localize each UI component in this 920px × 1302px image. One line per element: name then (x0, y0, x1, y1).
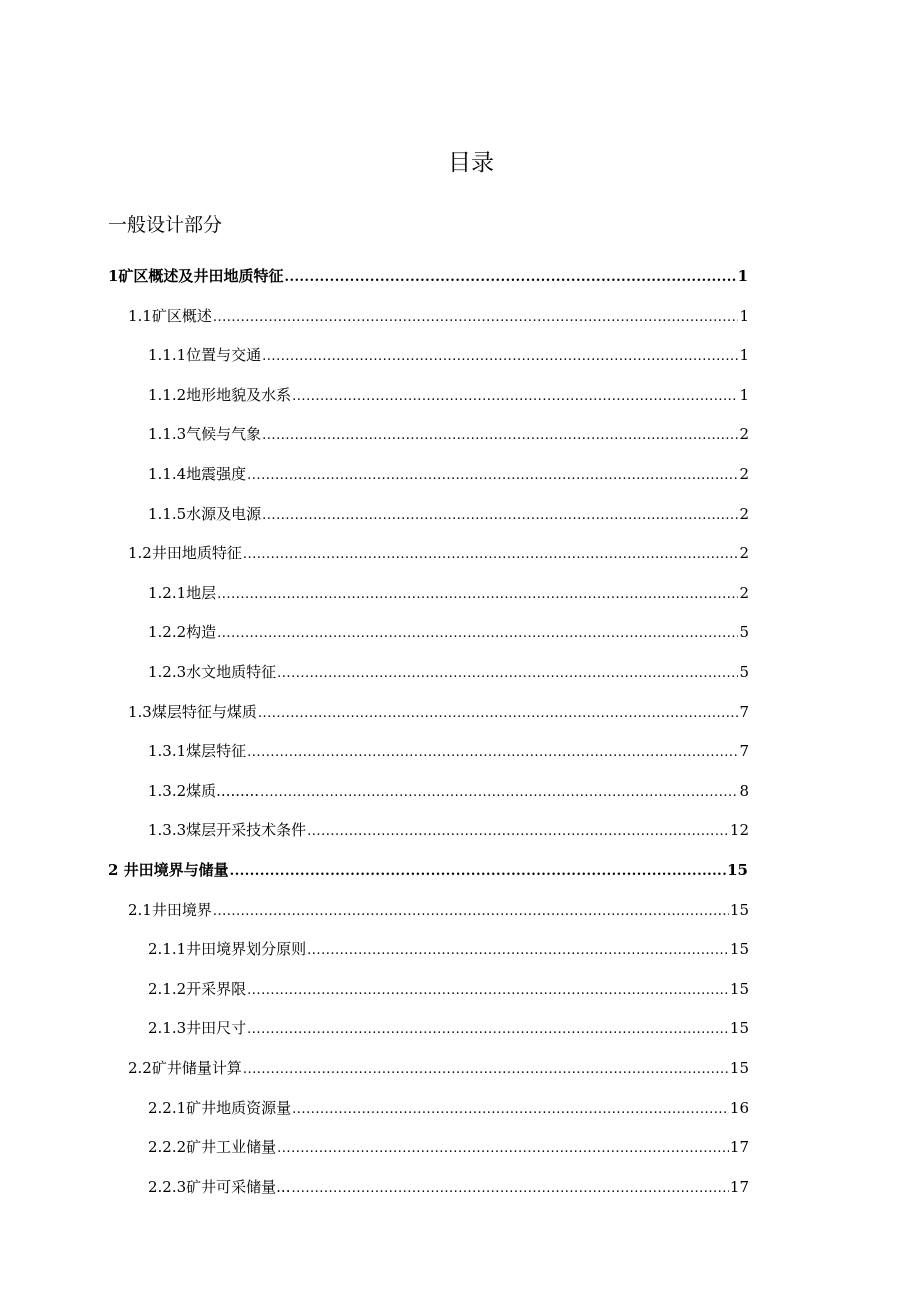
dot-leader (247, 1018, 729, 1042)
toc-entry-label: 2.1井田境界 (128, 901, 212, 919)
toc-entry-page-number: 15 (729, 940, 749, 958)
toc-entry-page-number: 1 (739, 307, 749, 325)
toc-entry-level-3[interactable] (148, 620, 749, 644)
dot-leader (213, 900, 729, 924)
toc-entry-label: 1.1矿区概述 (128, 307, 212, 325)
toc-entry-page-number: 2 (739, 465, 749, 483)
toc-entry-page-number: 1 (739, 386, 749, 404)
toc-entry-label: 1.3煤层特征与煤质 (128, 703, 257, 721)
toc-entry-label: 2.1.2开采界限 (148, 980, 247, 998)
toc-entry-page-number: 15 (729, 980, 749, 998)
toc-entry-level-3[interactable] (148, 937, 749, 961)
dot-leader (262, 424, 738, 448)
toc-entry-level-3[interactable] (148, 383, 749, 407)
toc-entry-level-3[interactable] (148, 818, 749, 842)
dot-leader (230, 860, 726, 884)
toc-entry-page-number: 17 (729, 1138, 749, 1156)
toc-entry-level-2[interactable] (128, 541, 749, 565)
page-title: 目录 (448, 150, 494, 176)
toc-entry-page-number: 2 (739, 425, 749, 443)
toc-entry-page-number: 15 (729, 901, 749, 919)
toc-entry-level-1[interactable] (108, 264, 748, 288)
toc-entry-page-number: 2 (739, 584, 749, 602)
toc-entry-label: 1矿区概述及井田地质特征 (108, 267, 284, 285)
toc-entry-level-3[interactable] (148, 343, 749, 367)
toc-entry-level-3[interactable] (148, 462, 749, 486)
toc-entry-page-number: 16 (729, 1099, 749, 1117)
toc-entry-label: 1.3.3煤层开采技术条件 (148, 821, 307, 839)
dot-leader (217, 583, 738, 607)
toc-entry-label: 1.1.3气候与气象 (148, 425, 262, 443)
toc-entry-label: 1.1.1位置与交通 (148, 346, 262, 364)
toc-entry-level-3[interactable] (148, 1096, 749, 1120)
toc-entry-level-3[interactable] (148, 739, 749, 763)
toc-entry-label: 2.2.3矿井可采储量... (148, 1178, 291, 1196)
toc-entry-label: 2.2.1矿井地质资源量 (148, 1099, 292, 1117)
toc-entry-page-number: 2 (739, 505, 749, 523)
toc-entry-page-number: 8 (739, 782, 749, 800)
toc-entry-label: 1.2.2构造 (148, 623, 217, 641)
dot-leader (243, 1058, 729, 1082)
toc-entry-label: 2.2.2矿井工业储量 (148, 1138, 277, 1156)
toc-entry-label: 1.2.1地层 (148, 584, 217, 602)
toc-entry-label: 1.1.4地震强度 (148, 465, 247, 483)
toc-entry-level-3[interactable] (148, 1016, 749, 1040)
toc-entry-page-number: 1 (737, 267, 748, 285)
toc-entry-level-3[interactable] (148, 660, 749, 684)
toc-entry-page-number: 2 (739, 544, 749, 562)
dot-leader (277, 1137, 729, 1161)
toc-entry-page-number: 5 (739, 623, 749, 641)
toc-entry-level-2[interactable] (128, 700, 749, 724)
toc-entry-label: 1.1.2地形地貌及水系 (148, 386, 292, 404)
dot-leader (247, 464, 738, 488)
dot-leader (247, 979, 729, 1003)
toc-entry-level-1[interactable] (108, 858, 748, 882)
dot-leader (217, 622, 738, 646)
section-heading: 一般设计部分 (108, 214, 223, 236)
toc-entry-label: 1.2.3水文地质特征 (148, 663, 277, 681)
toc-entry-level-2[interactable] (128, 898, 749, 922)
toc-entry-label: 1.2井田地质特征 (128, 544, 242, 562)
toc-entry-level-3[interactable] (148, 581, 749, 605)
dot-leader (243, 543, 739, 567)
dot-leader (291, 1177, 728, 1201)
toc-entry-page-number: 7 (739, 742, 749, 760)
dot-leader (258, 702, 739, 726)
dot-leader (260, 781, 738, 805)
dot-leader (213, 306, 739, 330)
toc-entry-level-2[interactable] (128, 304, 749, 328)
toc-entry-page-number: 15 (729, 1019, 749, 1037)
toc-entry-label: 1.1.5水源及电源 (148, 505, 262, 523)
toc-entry-level-3[interactable] (148, 1175, 749, 1199)
dot-leader (247, 741, 738, 765)
toc-entry-level-3[interactable] (148, 779, 749, 803)
toc-entry-level-2[interactable] (128, 1056, 749, 1080)
toc-entry-label: 2.1.3井田尺寸 (148, 1019, 247, 1037)
toc-entry-page-number: 12 (729, 821, 749, 839)
dot-leader (292, 1098, 729, 1122)
toc-entry-label: 1.3.2煤质......... (148, 782, 260, 800)
toc-entry-level-3[interactable] (148, 502, 749, 526)
toc-entry-label: 2.2矿井储量计算 (128, 1059, 242, 1077)
toc-entry-level-3[interactable] (148, 977, 749, 1001)
toc-entry-level-3[interactable] (148, 422, 749, 446)
dot-leader (284, 266, 736, 290)
dot-leader (262, 504, 738, 528)
dot-leader (277, 662, 738, 686)
toc-entry-label: 1.3.1煤层特征 (148, 742, 247, 760)
dot-leader (262, 345, 738, 369)
toc-entry-page-number: 7 (739, 703, 749, 721)
toc-entry-page-number: 17 (729, 1178, 749, 1196)
toc-entry-page-number: 15 (727, 861, 748, 879)
dot-leader (307, 939, 729, 963)
toc-entry-page-number: 15 (729, 1059, 749, 1077)
toc-entry-label: 2.1.1井田境界划分原则 (148, 940, 307, 958)
toc-entry-level-3[interactable] (148, 1135, 749, 1159)
toc-entry-page-number: 5 (739, 663, 749, 681)
toc-entry-label: 2 井田境界与储量 (108, 861, 229, 879)
toc-entry-page-number: 1 (739, 346, 749, 364)
dot-leader (292, 385, 738, 409)
dot-leader (307, 820, 729, 844)
